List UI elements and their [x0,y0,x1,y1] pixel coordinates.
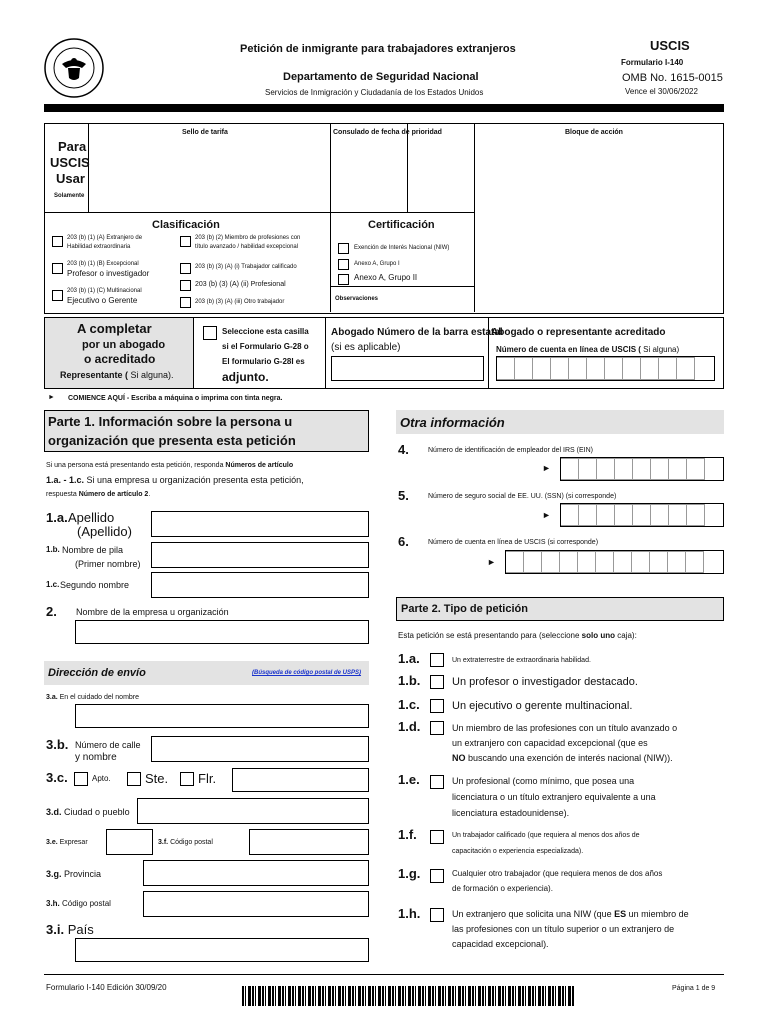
cert-label: Anexo A, Grupo II [354,273,418,282]
field-number: 1.f. [398,827,417,842]
divider [330,124,331,312]
attorney-title-line [60,369,174,381]
petition-type-label: licenciatura o un título extranjero equivalente a una [452,792,656,802]
city-label [46,806,130,818]
fee-stamp-label: Sello de tarifa [182,129,228,136]
bar-number-sublabel: (si es aplicable) [331,342,401,353]
field-number: 1.d. [398,719,421,734]
company-name-input[interactable] [75,620,369,644]
expiration-date: Vence el 30/06/2022 [625,87,698,96]
zip-label [158,838,213,847]
class-label: 203 (b) (1) (C) Multinacional [67,288,142,294]
priority-date-label: Consulado de fecha de prioridad [333,129,442,136]
field-number: 1.g. [398,866,421,881]
street-label: Número de calle [75,740,141,750]
family-name-input[interactable] [151,511,369,537]
field-number: 3.a. [46,694,58,701]
field-number: 2. [46,604,57,619]
uscis-account-label-text: Número de cuenta en línea de USCIS ( [496,345,641,354]
country-label [46,922,94,938]
form-title: Petición de inmigrante para trabajadores extranjeros [240,43,516,55]
field-number: 3.d. [46,807,62,817]
class-label: título avanzado / habilidad excepcional [195,244,299,250]
field-number: 1.a. [398,651,420,666]
form-id: Formulario I-140 [621,58,684,67]
cert-checkbox[interactable] [338,243,349,254]
province-label [46,868,101,880]
field-number: 1.h. [398,906,421,921]
start-here-note: COMIENCE AQUÍ - Escriba a máquina o imprima con tinta negra. [68,395,283,402]
petition-type-text: buscando una exención de interés nacional (NIW)). [465,753,673,763]
header-rule [44,104,724,112]
ssn-input[interactable] [560,503,724,527]
uscis-account-optional: Si alguna) [640,345,680,354]
department-name: Departamento de Seguridad Nacional [283,71,479,83]
petition-type-label: Cualquier otro trabajador (que requiera menos de dos años [452,869,663,878]
company-name-label: Nombre de la empresa u organización [76,607,229,617]
class-label: Ejecutivo o Gerente [67,296,138,305]
ste-label: Ste. [145,771,169,786]
attorney-rep-optional: Si alguna). [128,370,174,380]
middle-name-input[interactable] [151,572,369,598]
footer-rule [44,974,724,975]
part1-instr-bold: 1.a. - 1.c. [46,475,85,485]
barcode [242,986,575,1006]
cert-label: Exención de Interés Nacional (NIW) [354,245,450,251]
part2-instr-bold: solo uno [581,631,615,640]
g28-checkbox[interactable] [203,326,217,340]
dhs-seal-icon [44,38,104,98]
uscis-account-label: Número de cuenta en línea de USCIS (si corresponde) [428,539,599,546]
uscis-account-arrow-icon: ► [487,557,496,567]
given-name-label: (Primer nombre) [75,559,141,569]
family-name-label: Apellido [68,510,115,525]
class-label: Habilidad extraordinaria [67,244,131,250]
apt-number-input[interactable] [232,768,369,792]
petition-type-label: Un profesional (como mínimo, que posea una [452,776,635,786]
attorney-title-line: A completar [77,321,152,336]
province-input[interactable] [143,860,369,886]
other-info-heading: Otra información [400,415,505,430]
field-number: 4. [398,442,409,457]
city-text: Ciudad o pueblo [64,807,130,817]
province-text: Provincia [64,869,102,879]
country-text: País [67,922,94,937]
field-number: 1.b. [398,673,421,688]
office-solamente: Solamente [54,193,85,199]
petition-type-checkbox[interactable] [430,721,444,735]
class-label: 203 (b) (1) (A) Extranjero de [67,235,143,241]
certification-heading: Certificación [368,219,435,231]
subdepartment-name: Servicios de Inmigración y Ciudadanía de los Estados Unidos [265,88,484,97]
field-number: 3.g. [46,869,62,879]
start-here-arrow-icon: ► [48,394,55,401]
usps-zip-lookup-link[interactable]: (Búsqueda de código postal de USPS) [252,670,362,676]
class-label: 203 (b) (3) (A) (i) Trabajador calificado [195,264,297,270]
class-checkbox[interactable] [180,280,191,291]
g28-label: si el Formulario G-28 o [222,342,309,351]
uscis-account-label [496,345,679,355]
class-label: 203 (b) (3) (A) (iii) Otro trabajador [195,299,285,305]
field-number: 1.a. [46,510,68,525]
field-number: 1.b. [46,545,60,554]
divider [325,318,326,388]
postal-code-label [46,899,111,909]
attorney-title-line: o acreditado [84,352,156,366]
accredited-rep-label: Abogado o representante acreditado [491,327,666,338]
field-number: 5. [398,488,409,503]
office-usar: Usar [56,171,85,186]
part1-instructions [46,490,150,499]
petition-type-label: capacidad excepcional). [452,939,549,949]
in-care-of-input[interactable] [75,704,369,728]
petition-type-checkbox[interactable] [430,908,444,922]
part2-instructions [398,631,637,641]
field-number: 3.c. [46,770,68,785]
field-number: 1.c. [46,580,60,589]
ssn-label: Número de seguro social de EE. UU. (SSN) (si corresponde) [428,493,617,500]
g28-label: El formulario G-28I es [222,357,305,366]
given-name-label: Nombre de pila [62,545,124,555]
class-label: 203 (b) (2) Miembro de profesiones con [195,235,301,241]
petition-type-label: las profesiones con un título superior o un extranjero de [452,924,675,934]
part1-instr-text: . [148,491,151,498]
observations-label: Observaciones [335,296,379,302]
agency-name: USCIS [650,38,690,53]
petition-type-label: Un ejecutivo o gerente multinacional. [452,700,633,712]
field-number: 3.f. [158,839,169,846]
petition-type-label: un extranjero con capacidad excepcional (que es [452,738,648,748]
field-number: 3.h. [46,899,60,908]
petition-type-text: Un extranjero que solicita una NIW (que [452,909,615,919]
zip-text: Código postal [170,839,213,846]
zip-input[interactable] [249,829,369,855]
divider [45,212,474,213]
state-text: Expresar [59,839,88,846]
ein-label: Número de identificación de empleador del IRS (EIN) [428,447,593,454]
petition-type-checkbox[interactable] [430,775,444,789]
middle-name-label: Segundo nombre [60,580,130,590]
petition-type-checkbox[interactable] [430,830,444,844]
field-number: 6. [398,534,409,549]
apt-checkbox[interactable] [74,772,88,786]
flr-label: Flr. [198,771,217,786]
petition-type-label [452,752,673,764]
petition-type-checkbox[interactable] [430,653,444,667]
part1-heading: Parte 1. Información sobre la persona u [48,414,293,429]
petition-type-bold: NO [452,753,466,763]
street-label: y nombre [75,752,117,763]
class-checkbox[interactable] [180,297,191,308]
family-name-label: (Apellido) [77,524,132,539]
uscis-account-input[interactable] [505,550,724,574]
divider [407,124,408,212]
cert-label: Anexo A, Grupo I [354,261,400,267]
petition-type-label: Un trabajador calificado (que requiera al menos dos años de [452,832,640,839]
office-uscis: USCIS [50,155,90,170]
petition-type-checkbox[interactable] [430,699,444,713]
city-input[interactable] [137,798,369,824]
petition-type-label: Un extraterrestre de extraordinaria habilidad. [452,657,591,664]
field-number: 3.b. [46,737,69,752]
petition-type-label: de formación o experiencia). [452,884,553,893]
form-edition: Formulario I-140 Edición 30/09/20 [46,983,167,992]
part1-instructions [46,461,293,470]
field-number: 1.e. [398,772,420,787]
class-label: Profesor o investigador [67,269,150,278]
field-number: 3.e. [46,839,58,846]
part1-instr-bold: Números de artículo [225,462,294,469]
class-checkbox[interactable] [180,236,191,247]
petition-type-text: un miembro de [626,909,689,919]
petition-type-checkbox[interactable] [430,675,444,689]
class-checkbox[interactable] [180,263,191,274]
class-label: 203 (b) (3) (A) (ii) Profesional [195,281,286,288]
flr-checkbox[interactable] [180,772,194,786]
omb-number: OMB No. 1615-0015 [622,72,723,84]
petition-type-label: Un profesor o investigador destacado. [452,676,638,688]
bar-number-label: Abogado Número de la barra estatal [331,327,503,338]
country-input[interactable] [75,938,369,962]
ein-input[interactable] [560,457,724,481]
in-care-of-label [46,693,139,702]
field-number: 3.i. [46,922,65,937]
divider [331,286,474,287]
part1-instructions [46,474,304,486]
postal-code-input[interactable] [143,891,369,917]
part1-instr-text: Si una empresa u organización presenta esta petición, [84,475,304,485]
part1-instr-text: Si una persona está presentando esta petición, responda [46,462,226,469]
classification-heading: Clasificación [152,219,220,231]
ssn-arrow-icon: ► [542,510,551,520]
apt-label: Apto. [92,774,111,783]
bar-number-input[interactable] [331,356,484,381]
page-number: Página 1 de 9 [672,985,716,992]
g28-label: adjunto. [222,370,269,384]
state-label [46,838,88,847]
petition-type-label: capacitación o experiencia especializada). [452,848,584,855]
attorney-uscis-account-input[interactable] [496,356,715,381]
petition-type-label: licenciatura estadounidense). [452,808,570,818]
part1-instr-text: respuesta [46,491,79,498]
class-checkbox[interactable] [52,236,63,247]
petition-type-label: Un miembro de las profesiones con un título avanzado o [452,723,678,733]
state-input[interactable] [106,829,153,855]
class-checkbox[interactable] [52,290,63,301]
attorney-title-line: por un abogado [82,339,166,351]
field-number: 1.c. [398,697,420,712]
part2-instr-text: caja): [615,631,637,640]
part1-heading: organización que presenta esta petición [48,433,296,448]
class-checkbox[interactable] [52,263,63,274]
class-label: 203 (b) (1) (B) Excepcional [67,261,139,267]
part1-instr-bold: Número de artículo 2 [78,491,149,498]
ein-arrow-icon: ► [542,463,551,473]
petition-type-checkbox[interactable] [430,869,444,883]
attorney-rep-label: Representante ( [60,370,129,380]
part2-instr-text: Esta petición se está presentando para (seleccione [398,631,582,640]
petition-type-label [452,908,689,920]
postal-code-text: Código postal [62,899,111,908]
petition-type-bold: ES [614,909,627,919]
ste-checkbox[interactable] [127,772,141,786]
action-block-label: Bloque de acción [565,129,623,136]
cert-checkbox[interactable] [338,274,349,285]
divider [193,318,194,388]
office-para: Para [58,139,87,154]
given-name-input[interactable] [151,542,369,568]
mailing-heading: Dirección de envío [48,667,146,679]
divider [474,124,475,312]
cert-checkbox[interactable] [338,259,349,270]
street-input[interactable] [151,736,369,762]
part2-heading: Parte 2. Tipo de petición [401,603,528,615]
g28-label: Seleccione esta casilla [222,327,309,336]
in-care-of-text: En el cuidado del nombre [59,694,140,701]
